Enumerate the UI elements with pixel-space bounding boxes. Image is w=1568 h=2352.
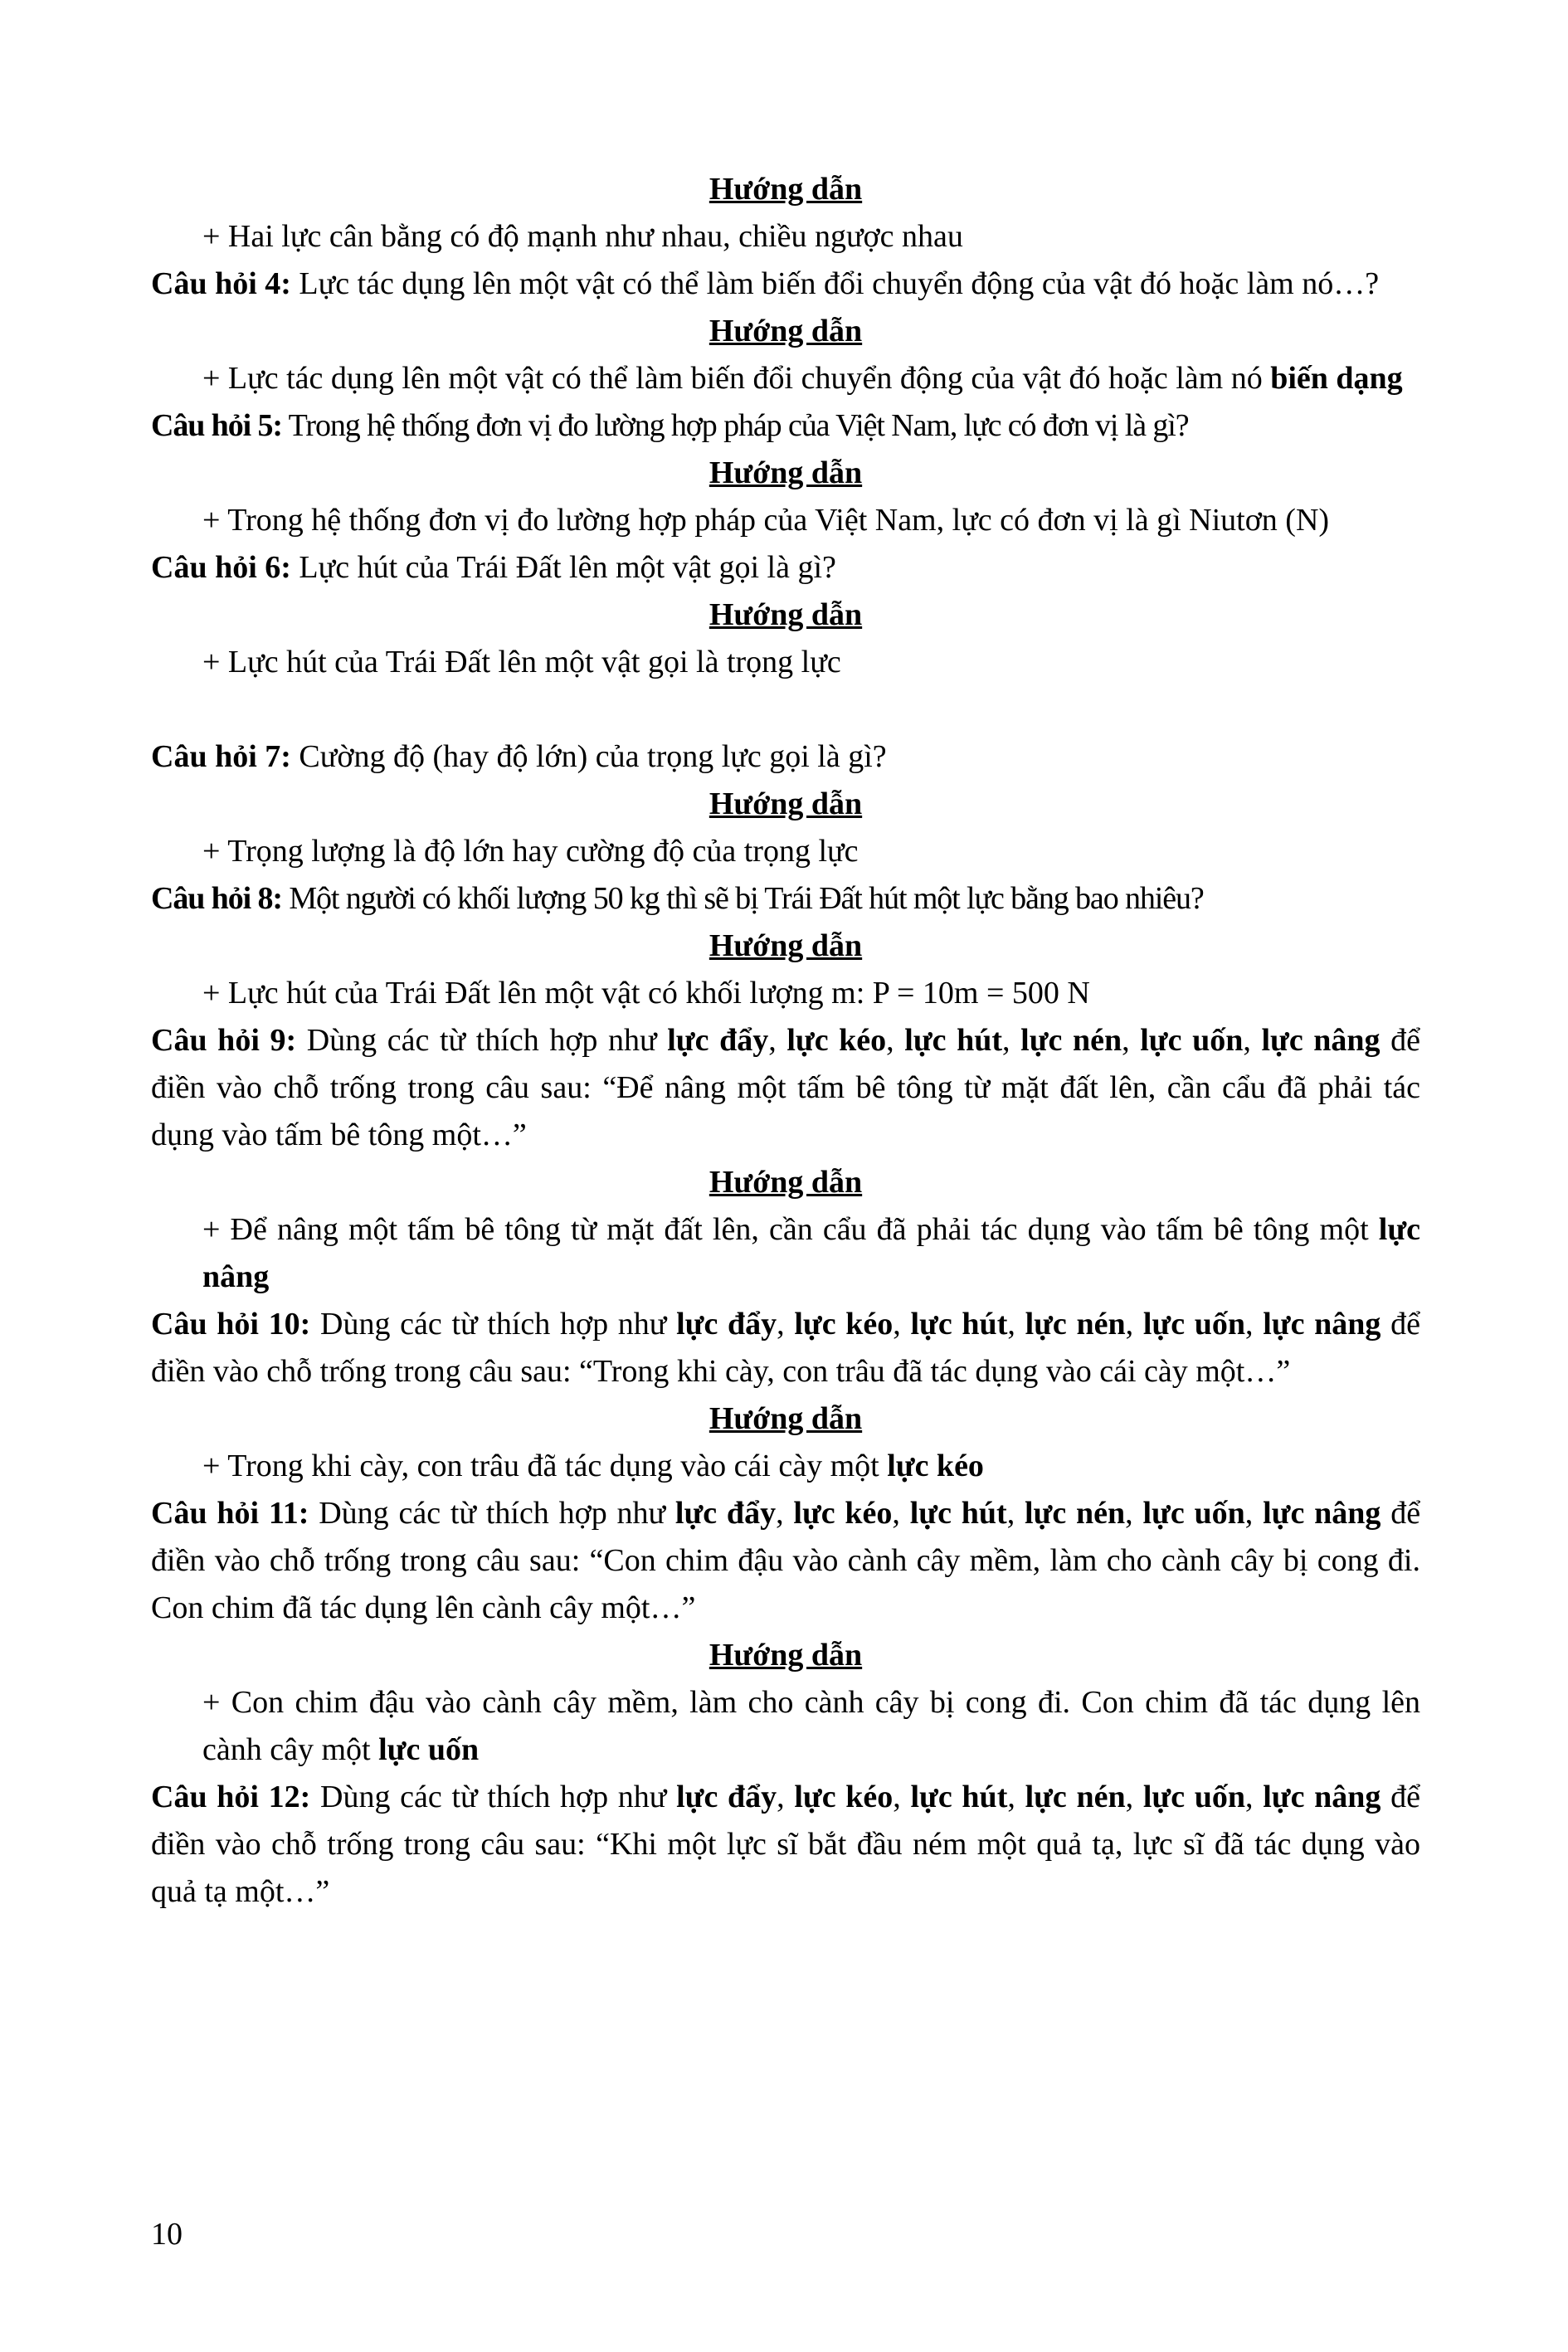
text-run: , bbox=[1125, 1307, 1143, 1342]
text-run: + Để nâng một tấm bê tông từ mặt đất lên, cần cẩu đã phải tác dụng vào tấm bê tông một bbox=[202, 1212, 1379, 1247]
text-run: + Hai lực cân bằng có độ mạnh như nhau, chiều ngược nhau bbox=[202, 219, 963, 254]
bold-text-run: Hướng dẫn bbox=[709, 172, 863, 207]
bold-text-run: lực nén bbox=[1025, 1307, 1126, 1342]
bold-text-run: lực nâng bbox=[1263, 1496, 1381, 1531]
text-run: Dùng các từ thích hợp như bbox=[309, 1496, 675, 1531]
bold-text-run: lực hút bbox=[904, 1023, 1003, 1058]
section-heading bbox=[151, 308, 1420, 355]
bold-text-run: lực đẩy bbox=[667, 1023, 769, 1058]
question-paragraph bbox=[151, 261, 1420, 308]
bold-text-run: lực kéo bbox=[887, 1449, 984, 1483]
text-run: + Trong hệ thống đơn vị đo lường hợp pháp của Việt Nam, lực có đơn vị là gì Niutơn (N) bbox=[202, 503, 1330, 538]
text-run: Một người có khối lượng 50 kg thì sẽ bị Trái Đất hút một lực bằng bao nhiêu? bbox=[281, 881, 1204, 916]
bold-text-run: Hướng dẫn bbox=[709, 1401, 863, 1436]
text-run: Dùng các từ thích hợp như bbox=[310, 1307, 677, 1342]
text-run: , bbox=[1244, 1496, 1264, 1531]
bold-text-run: Câu hỏi 11: bbox=[151, 1496, 309, 1531]
text-run: , bbox=[768, 1023, 787, 1058]
text-run: , bbox=[892, 1496, 910, 1531]
question-paragraph bbox=[151, 1774, 1420, 1916]
text-run: , bbox=[1007, 1780, 1025, 1814]
text-run: Dùng các từ thích hợp như bbox=[296, 1023, 668, 1058]
text-run: , bbox=[1007, 1307, 1025, 1342]
question-paragraph bbox=[151, 1017, 1420, 1159]
bold-text-run: Câu hỏi 7: bbox=[151, 739, 291, 774]
question-paragraph bbox=[151, 402, 1420, 450]
answer-paragraph bbox=[202, 828, 1420, 875]
bold-text-run: lực uốn bbox=[1142, 1496, 1245, 1531]
bold-text-run: Câu hỏi 10: bbox=[151, 1307, 311, 1342]
bold-text-run: lực kéo bbox=[793, 1496, 893, 1531]
section-heading bbox=[151, 450, 1420, 497]
bold-text-run: Hướng dẫn bbox=[709, 1165, 863, 1200]
question-paragraph bbox=[151, 875, 1420, 923]
bold-text-run: lực nén bbox=[1025, 1496, 1126, 1531]
spacer bbox=[151, 686, 1420, 733]
answer-paragraph bbox=[202, 497, 1420, 544]
bold-text-run: lực kéo bbox=[794, 1307, 894, 1342]
bold-text-run: Hướng dẫn bbox=[709, 455, 863, 490]
text-run: Lực hút của Trái Đất lên một vật gọi là gì? bbox=[290, 550, 836, 585]
bold-text-run: Câu hỏi 8: bbox=[151, 881, 282, 916]
text-run: + Trọng lượng là độ lớn hay cường độ của trọng lực bbox=[202, 834, 859, 869]
text-run: , bbox=[777, 1780, 795, 1814]
bold-text-run: Câu hỏi 9: bbox=[151, 1023, 297, 1058]
bold-text-run: lực nâng bbox=[1263, 1307, 1381, 1342]
bold-text-run: lực nâng bbox=[1263, 1780, 1381, 1814]
text-run: , bbox=[777, 1307, 795, 1342]
bold-text-run: lực hút bbox=[910, 1780, 1008, 1814]
text-run: Lực tác dụng lên một vật có thể làm biến đổi chuyển động của vật đó hoặc làm nó…? bbox=[290, 266, 1380, 301]
text-run: , bbox=[886, 1023, 905, 1058]
bold-text-run: lực hút bbox=[909, 1496, 1007, 1531]
text-run: Dùng các từ thích hợp như bbox=[310, 1780, 677, 1814]
question-paragraph bbox=[151, 733, 1420, 781]
section-heading bbox=[151, 592, 1420, 639]
bold-text-run: lực kéo bbox=[794, 1780, 894, 1814]
bold-text-run: Câu hỏi 12: bbox=[151, 1780, 311, 1814]
bold-text-run: Hướng dẫn bbox=[709, 597, 863, 632]
text-run: , bbox=[1243, 1023, 1262, 1058]
bold-text-run: lực uốn bbox=[1142, 1780, 1246, 1814]
answer-paragraph bbox=[202, 1679, 1420, 1774]
bold-text-run: lực đẩy bbox=[674, 1496, 777, 1531]
answer-paragraph bbox=[202, 970, 1420, 1017]
text-run: , bbox=[1122, 1023, 1141, 1058]
bold-text-run: lực nén bbox=[1025, 1780, 1126, 1814]
bold-text-run: Câu hỏi 6: bbox=[151, 550, 291, 585]
bold-text-run: Hướng dẫn bbox=[709, 786, 863, 821]
bold-text-run: lực đẩy bbox=[676, 1780, 777, 1814]
bold-text-run: Hướng dẫn bbox=[709, 1638, 863, 1673]
text-run: , bbox=[1002, 1023, 1021, 1058]
answer-paragraph bbox=[202, 639, 1420, 686]
document-body bbox=[151, 166, 1420, 1916]
question-paragraph bbox=[151, 1301, 1420, 1395]
section-heading bbox=[151, 1159, 1420, 1206]
section-heading bbox=[151, 166, 1420, 213]
text-run: , bbox=[893, 1307, 911, 1342]
question-paragraph bbox=[151, 544, 1420, 592]
bold-text-run: lực uốn bbox=[1140, 1023, 1244, 1058]
text-run: để điền vào chỗ trống trong câu sau: “Khi một lực sĩ bắt đầu ném một quả tạ, lực sĩ đã tác dụng vào quả tạ một…” bbox=[151, 1780, 1421, 1909]
bold-text-run: lực đẩy bbox=[676, 1307, 777, 1342]
text-run: , bbox=[1125, 1496, 1143, 1531]
text-run: , bbox=[776, 1496, 794, 1531]
answer-paragraph bbox=[202, 1206, 1420, 1301]
text-run: + Lực hút của Trái Đất lên một vật gọi là trọng lực bbox=[202, 645, 841, 679]
text-run: + Con chim đậu vào cành cây mềm, làm cho cành cây bị cong đi. Con chim đã tác dụng lên cành cây một bbox=[202, 1685, 1420, 1767]
question-paragraph bbox=[151, 1490, 1420, 1632]
bold-text-run: lực hút bbox=[910, 1307, 1008, 1342]
text-run: + Lực tác dụng lên một vật có thể làm biến đổi chuyển động của vật đó hoặc làm nó bbox=[202, 361, 1271, 396]
text-run: để điền vào chỗ trống trong câu sau: “Con chim đậu vào cành cây mềm, làm cho cành cây bị cong đi. Con chim đã tác dụng lên cành cây một…” bbox=[151, 1496, 1421, 1625]
text-run: , bbox=[893, 1780, 911, 1814]
bold-text-run: Câu hỏi 4: bbox=[151, 266, 291, 301]
section-heading bbox=[151, 781, 1420, 828]
bold-text-run: Hướng dẫn bbox=[709, 928, 863, 963]
text-run: , bbox=[1245, 1780, 1264, 1814]
text-run: Trong hệ thống đơn vị đo lường hợp pháp của Việt Nam, lực có đơn vị là gì? bbox=[281, 408, 1189, 443]
text-run: , bbox=[1006, 1496, 1025, 1531]
text-run: Cường độ (hay độ lớn) của trọng lực gọi là gì? bbox=[290, 739, 887, 774]
bold-text-run: lực nâng bbox=[202, 1212, 1420, 1294]
bold-text-run: biến dạng bbox=[1270, 361, 1403, 396]
bold-text-run: lực uốn bbox=[378, 1732, 480, 1767]
text-run: để điền vào chỗ trống trong câu sau: “Để nâng một tấm bê tông từ mặt đất lên, cần cẩu đã phải tác dụng vào tấm bê tông một…” bbox=[151, 1023, 1421, 1152]
text-run: để điền vào chỗ trống trong câu sau: “Trong khi cày, con trâu đã tác dụng vào cái cày một…” bbox=[151, 1307, 1421, 1389]
bold-text-run: lực uốn bbox=[1142, 1307, 1246, 1342]
section-heading bbox=[151, 1632, 1420, 1679]
bold-text-run: lực nâng bbox=[1261, 1023, 1381, 1058]
text-run: , bbox=[1125, 1780, 1143, 1814]
bold-text-run: lực kéo bbox=[786, 1023, 887, 1058]
bold-text-run: Câu hỏi 5: bbox=[151, 408, 282, 443]
answer-paragraph bbox=[202, 1443, 1420, 1490]
section-heading bbox=[151, 923, 1420, 970]
answer-paragraph bbox=[202, 213, 1420, 261]
page-number: 10 bbox=[151, 2217, 183, 2252]
bold-text-run: Hướng dẫn bbox=[709, 314, 863, 348]
text-run: + Trong khi cày, con trâu đã tác dụng vào cái cày một bbox=[202, 1449, 888, 1483]
text-run: , bbox=[1245, 1307, 1264, 1342]
section-heading bbox=[151, 1395, 1420, 1443]
text-run: + Lực hút của Trái Đất lên một vật có khối lượng m: P = 10m = 500 N bbox=[202, 976, 1090, 1010]
answer-paragraph bbox=[202, 355, 1420, 402]
bold-text-run: lực nén bbox=[1020, 1023, 1122, 1058]
